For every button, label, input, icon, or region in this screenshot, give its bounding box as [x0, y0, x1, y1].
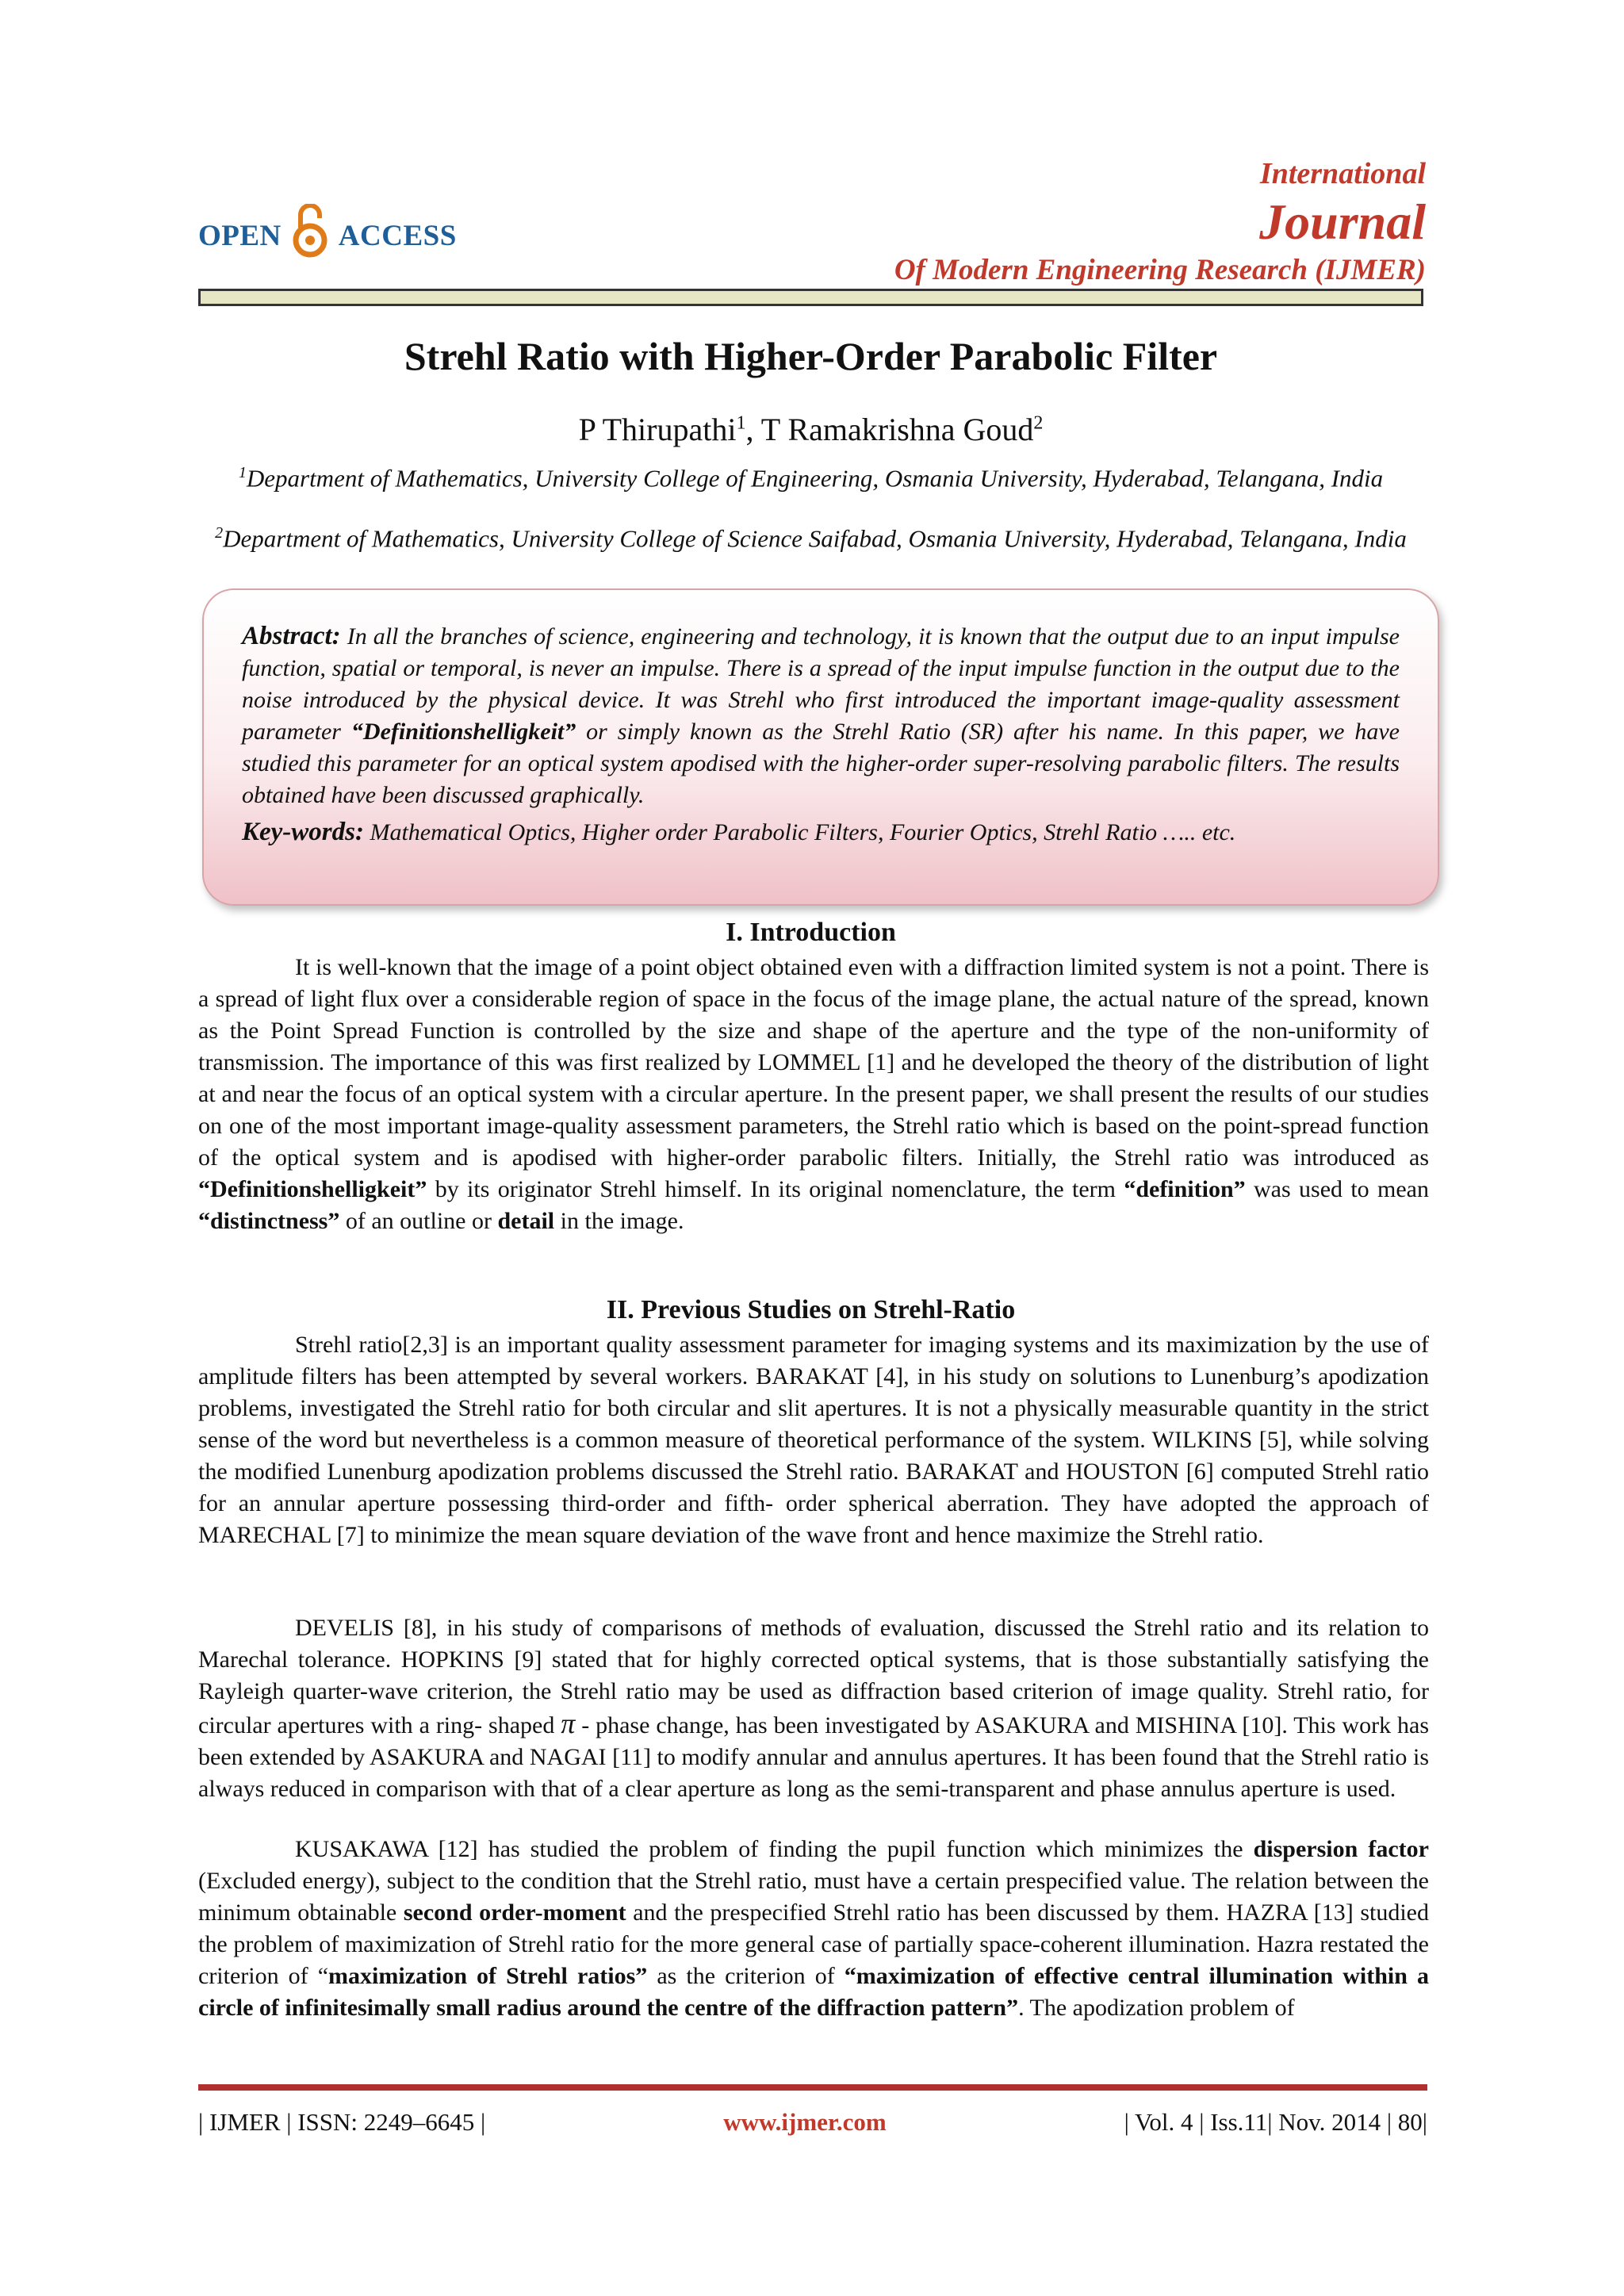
intro-bold-2: “definition” — [1124, 1176, 1246, 1202]
pi-symbol: π — [561, 1708, 576, 1739]
open-access-logo — [198, 208, 457, 263]
affiliation-1 — [198, 457, 1423, 494]
intro-text-c: by its originator Strehl himself. In its original nomenclature, the term — [427, 1176, 1124, 1202]
author-1-sup: 1 — [736, 412, 746, 434]
intro-text-a: It is well-known that the image of a point object obtained even with a diffraction limited system is not a point. There is a spread of light flux over a considerable region of space in the focus of the image plane, the actual nature of the spread, known as the Point Spread Function is controlled by the size and shape of the aperture and the type of the non-uniformity of transmission. The importance of this was first realized by LOMMEL [1] and he developed the theory of the distribution of light at and near the focus of an optical system with a circular aperture. In the present paper, we shall present the results of our studies on one of the most important image-quality assessment parameters, the Strehl ratio which is based on the point-spread function of the optical system and is apodised with higher-order parabolic filters. Initially, the Strehl ratio was introduced as — [198, 954, 1429, 1171]
ps-p2-text-a: DEVELIS [8], in his study of comparisons of methods of evaluation, discussed the Strehl ratio and its relation to Marechal tolerance. HOPKINS [9] stated that for highly corrected optical systems, that is those substantially satisfying the Rayleigh quarter-wave criterion, the Strehl ratio may be used as diffraction based criterion of image quality. Strehl ratio, for circular apertures with a ring- shaped — [198, 1615, 1429, 1738]
journal-line1: International — [1259, 157, 1426, 190]
ps-p3-bold-3: maximization of Strehl ratios” — [328, 1963, 648, 1989]
affiliation-1-sup: 1 — [238, 464, 247, 481]
previous-studies-paragraph-1 — [198, 1329, 1429, 1551]
ps-p3-text-c: (Excluded energy), subject to the condition that the Strehl ratio, must have a certain prespecified value. The relation between the minimum obtainable — [198, 1868, 1429, 1926]
footer-left: | IJMER | ISSN: 2249–6645 | — [198, 2108, 486, 2136]
previous-studies-paragraph-3 — [198, 1834, 1429, 2024]
open-access-right: ACCESS — [338, 219, 457, 252]
ps-p3-bold-1: dispersion factor — [1253, 1836, 1429, 1862]
affiliation-2 — [198, 517, 1423, 554]
author-1: P Thirupathi — [578, 412, 737, 447]
ps-p3-bold-2: second order-moment — [403, 1899, 626, 1926]
ps-p2-text-b: - phase change, has been investigated by ASAKURA and MISHINA [10]. This work has been extended by ASAKURA and NAGAI [11] to modify annular and annulus apertures. It has been found that the Strehl ratio is always reduced in comparison with that of a clear aperture as long as the semi-transparent and phase annulus aperture is used. — [198, 1712, 1429, 1802]
previous-studies-paragraph-2 — [198, 1612, 1429, 1805]
journal-line3: Of Modern Engineering Research (IJMER) — [894, 254, 1426, 286]
footer-rule — [198, 2084, 1427, 2091]
affiliation-2-sup: 2 — [215, 524, 224, 542]
intro-text-f: in the image. — [554, 1208, 684, 1234]
section-heading-introduction: I. Introduction — [726, 918, 896, 947]
keywords-label: Key-words: — [242, 818, 364, 846]
intro-text-e: of an outline or — [339, 1208, 498, 1234]
intro-bold-3: “distinctness” — [198, 1208, 340, 1234]
journal-line2: Journal — [1259, 194, 1426, 250]
open-lock-icon — [293, 204, 327, 267]
abstract-label: Abstract: — [242, 622, 341, 650]
abstract-text-1: In all the branches of science, engineering and technology, it is known that the output due to an input impulse function, spatial or temporal, is never an impulse. There is a spread of the input impulse function in the output due to the noise introduced by the physical device. It was Strehl who first introduced the important image-quality assessment parameter — [242, 623, 1400, 745]
ps-p3-text-e: as the criterion of — [647, 1963, 845, 1989]
ps-p3-text-f: . The apodization problem of — [1018, 1995, 1295, 2021]
ps-p3-bold-4: “maximization of effective central illumination within a circle of infinitesimally small radius around the centre of the diffraction pattern” — [198, 1963, 1429, 2021]
ps-p3-text-d: and the prespecified Strehl ratio has been discussed by them. HAZRA [13] studied the problem of maximization of Strehl ratio for the more general case of partially space-coherent illumination. Hazra restated the criterion of “ — [198, 1899, 1429, 1989]
open-access-left: OPEN — [198, 219, 282, 252]
ps-p3-text-a: KUSAKAWA [12] has studied the problem of finding the pupil function which minimizes the — [295, 1836, 1254, 1862]
paper-title: Strehl Ratio with Higher-Order Parabolic Filter — [404, 334, 1218, 378]
abstract-bold-term: “Definitionshelligkeit” — [350, 719, 576, 745]
intro-text-d: was used to mean — [1245, 1176, 1429, 1202]
abstract-paragraph — [242, 620, 1400, 811]
intro-paragraph — [198, 952, 1429, 1237]
footer-website-link[interactable]: www.ijmer.com — [723, 2108, 887, 2136]
journal-name — [894, 155, 1426, 289]
abstract-text-2: or simply known as the Strehl Ratio (SR) after his name. In this paper, we have studied this parameter for an optical system apodised with the higher-order super-resolving parabolic filters. The results obtained have been discussed graphically. — [242, 719, 1400, 808]
keywords-text: Mathematical Optics, Higher order Parabolic Filters, Fourier Optics, Strehl Ratio ….. etc. — [363, 819, 1236, 845]
affiliation-1-text: Department of Mathematics, University College of Engineering, Osmania University, Hyderabad, Telangana, India — [246, 464, 1384, 493]
section-heading-previous-studies: II. Previous Studies on Strehl-Ratio — [606, 1295, 1016, 1324]
intro-bold-4: detail — [497, 1208, 555, 1234]
keywords — [242, 816, 1400, 849]
ps-p1-text: Strehl ratio[2,3] is an important quality assessment parameter for imaging systems and its maximization by the use of amplitude filters has been attempted by several workers. BARAKAT [4], in his study on solutions to Lunenburg’s apodization problems, investigated the Strehl ratio for both circular and slit apertures. It is not a physically measurable quantity in the strict sense of the word but nevertheless is a common measure of theoretical performance of the system. WILKINS [5], while solving the modified Lunenburg apodization problems discussed the Strehl ratio. BARAKAT and HOUSTON [6] computed Strehl ratio for an annular aperture possessing third-order and fifth- order spherical aberration. They have adopted the approach of MARECHAL [7] to minimize the mean square deviation of the wave front and hence maximize the Strehl ratio. — [198, 1332, 1429, 1548]
authors — [198, 411, 1423, 448]
author-2: , T Ramakrishna Goud — [745, 412, 1034, 447]
affiliation-2-text: Department of Mathematics, University College of Science Saifabad, Osmania University, Hyderabad, Telangana, India — [223, 524, 1407, 553]
footer-right: | Vol. 4 | Iss.11| Nov. 2014 | 80| — [1124, 2108, 1427, 2136]
abstract-box — [202, 588, 1439, 906]
author-2-sup: 2 — [1033, 412, 1044, 434]
intro-bold-1: “Definitionshelligkeit” — [198, 1176, 427, 1202]
page-footer — [198, 2108, 1427, 2137]
header-rule — [198, 289, 1423, 306]
